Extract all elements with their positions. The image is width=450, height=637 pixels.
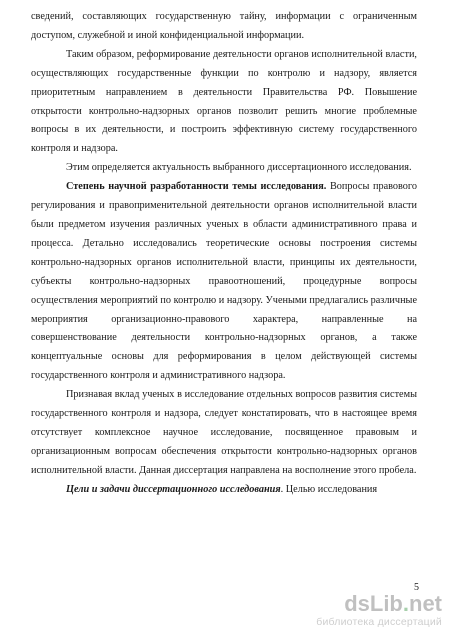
- watermark-logo-tld: net: [409, 591, 442, 616]
- emphasized-text: Степень научной разработанности темы исследования.: [66, 181, 327, 193]
- paragraph-3: [31, 159, 417, 178]
- paragraph-2: [31, 46, 417, 159]
- paragraph-4: [31, 178, 417, 386]
- paragraph-text: . Целью исследования: [280, 483, 378, 495]
- paragraph-text: Вопросы правового регулирования и правоприменительной деятельности органов исполнительной власти были предметом изучения различных ученых в области административного права и процесса. Детально исследовались теоретические основы построения системы контрольно-надзорных органов исполнительной власти, принципы их деятельности, субъекты контрольно-надзорных правоотношений, процедурные вопросы осуществления мероприятий по контролю и надзору. Учеными предлагались различные мероприятия организационно-правового характера, направленные на совершенствование деятельности контрольно-надзорных органов, а также концептуальные основы для реформирования в целом действующей системы государственного контроля и административного надзора.: [31, 181, 417, 382]
- watermark-subtitle: библиотека диссертаций: [316, 616, 442, 628]
- document-body: [31, 8, 417, 500]
- paragraph-text: Этим определяется актуальность выбранного диссертационного исследования.: [66, 162, 412, 174]
- watermark-logo-main: dsLib: [344, 591, 403, 616]
- watermark-logo-dot: .: [402, 591, 409, 616]
- paragraph-5: [31, 386, 417, 481]
- paragraph-text: Таким образом, реформирование деятельности органов исполнительной власти, осуществляющих государственные функции по контролю и надзору, является приоритетным направлением в деятельности Правительства РФ. Повышение открытости контрольно-надзорных органов позволит решить многие проблемные вопросы в их деятельности, и построить эффективную систему государственного контроля и надзора.: [31, 48, 417, 155]
- paragraph-text: сведений, составляющих государственную тайну, информации с ограниченным доступом, служебной и иной конфиденциальной информации.: [31, 11, 417, 41]
- watermark-logo: [302, 592, 442, 616]
- dslib-watermark: [302, 592, 442, 632]
- paragraph-6: [31, 481, 417, 500]
- page-number: 5: [414, 582, 419, 593]
- emphasized-text: Цели и задачи диссертационного исследования: [66, 483, 281, 495]
- paragraph-text: Признавая вклад ученых в исследование отдельных вопросов развития системы государственного контроля и надзора, следует констатировать, что в настоящее время отсутствует комплексное научное исследование, посвященное правовым и организационным вопросам обеспечения открытости контрольно-надзорных органов исполнительной власти. Данная диссертация направлена на восполнение этого пробела.: [31, 389, 417, 476]
- paragraph-1: [31, 8, 417, 46]
